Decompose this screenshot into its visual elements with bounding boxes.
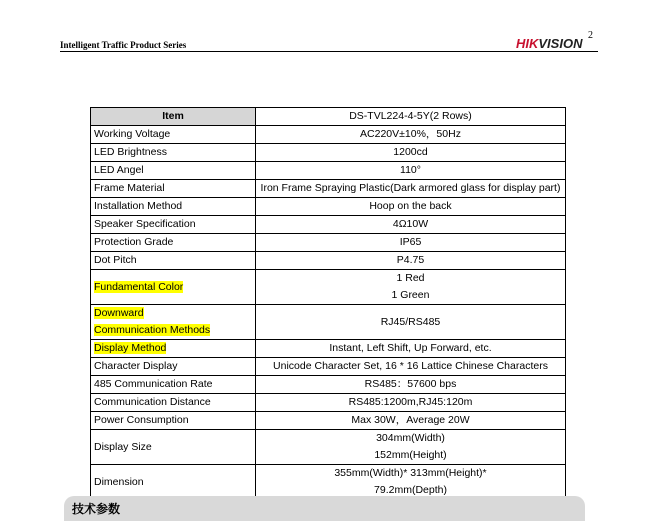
- table-row: [91, 430, 566, 465]
- row-item: Dot Pitch: [91, 252, 256, 270]
- row-value: Hoop on the back: [256, 198, 566, 216]
- row-value: IP65: [256, 234, 566, 252]
- row-value: P4.75: [256, 252, 566, 270]
- header-model: DS-TVL224-4-5Y(2 Rows): [256, 108, 566, 126]
- row-item: 485 Communication Rate: [91, 376, 256, 394]
- row-item: Communication Distance: [91, 394, 256, 412]
- row-value-line: 1 Red: [396, 272, 425, 284]
- table-row: [91, 252, 566, 270]
- row-item: Character Display: [91, 358, 256, 376]
- row-value-line: 355mm(Width)* 313mm(Height)*: [334, 467, 487, 479]
- table-row: [91, 305, 566, 340]
- row-value: RS485:1200m,RJ45:120m: [256, 394, 566, 412]
- row-value: [256, 270, 566, 305]
- table-row: [91, 198, 566, 216]
- table-row: [91, 144, 566, 162]
- row-value: Unicode Character Set, 16 * 16 Lattice Chinese Characters: [256, 358, 566, 376]
- brand-vision: VISION: [538, 36, 583, 51]
- row-value: 1200cd: [256, 144, 566, 162]
- row-value: AC220V±10%，50Hz: [256, 126, 566, 144]
- brand-hik: HIK: [516, 36, 539, 51]
- row-item: Display Size: [91, 430, 256, 465]
- row-item: Working Voltage: [91, 126, 256, 144]
- row-value: Iron Frame Spraying Plastic(Dark armored glass for display part): [256, 180, 566, 198]
- table-row: [91, 340, 566, 358]
- row-item: [91, 340, 256, 358]
- header-item: Item: [91, 108, 256, 126]
- table-header-row: [91, 108, 566, 126]
- table-row: [91, 376, 566, 394]
- row-value: Instant, Left Shift, Up Forward, etc.: [256, 340, 566, 358]
- table-row: [91, 180, 566, 198]
- row-value-line: 152mm(Height): [374, 449, 447, 461]
- row-item: LED Brightness: [91, 144, 256, 162]
- hikvision-logo: [516, 36, 582, 51]
- row-value: [256, 430, 566, 465]
- row-value: [256, 465, 566, 500]
- row-value: Max 30W，Average 20W: [256, 412, 566, 430]
- table-row: [91, 162, 566, 180]
- page-number: 2: [588, 30, 593, 41]
- table-row: [91, 412, 566, 430]
- row-value: 4Ω10W: [256, 216, 566, 234]
- row-item: [91, 305, 256, 340]
- row-item: Speaker Specification: [91, 216, 256, 234]
- spec-table: [90, 107, 566, 500]
- section-heading: 技术参数: [72, 502, 121, 516]
- highlighted-item-label: Display Method: [94, 342, 167, 354]
- highlighted-item-label: Communication Methods: [94, 324, 211, 336]
- row-value-line: 1 Green: [391, 289, 430, 301]
- series-title: Intelligent Traffic Product Series: [60, 40, 187, 50]
- header-rule: [60, 51, 598, 52]
- table-row: [91, 126, 566, 144]
- table-row: [91, 216, 566, 234]
- row-item: LED Angel: [91, 162, 256, 180]
- row-value: 110°: [256, 162, 566, 180]
- highlighted-item-label: Fundamental Color: [94, 280, 184, 293]
- table-row: [91, 234, 566, 252]
- table-row: [91, 465, 566, 500]
- row-value-line: 304mm(Width): [376, 432, 445, 444]
- row-item: [91, 270, 256, 305]
- table-row: [91, 394, 566, 412]
- section-heading-bar: [64, 496, 585, 521]
- row-item: Frame Material: [91, 180, 256, 198]
- row-item: Installation Method: [91, 198, 256, 216]
- table-row: [91, 358, 566, 376]
- row-value: RS485：57600 bps: [256, 376, 566, 394]
- row-value-line: 79.2mm(Depth): [374, 484, 447, 496]
- row-item: Protection Grade: [91, 234, 256, 252]
- table-row: [91, 270, 566, 305]
- highlighted-item-label: Downward: [94, 307, 144, 319]
- row-value: RJ45/RS485: [256, 305, 566, 340]
- row-item: Dimension: [91, 465, 256, 500]
- row-item: Power Consumption: [91, 412, 256, 430]
